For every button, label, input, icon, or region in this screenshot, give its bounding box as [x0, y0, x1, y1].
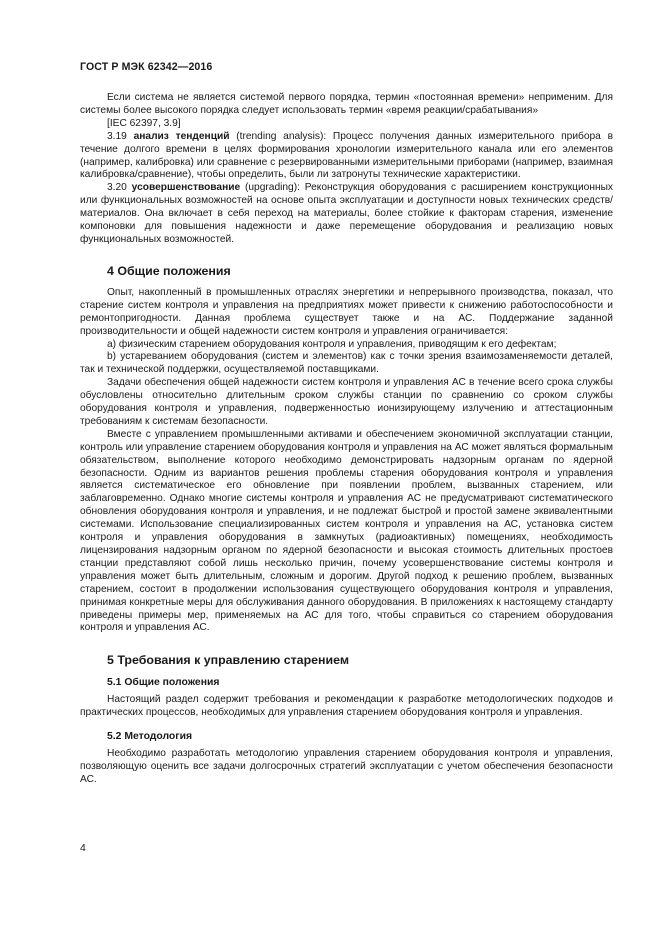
- section-4-paragraph-1: Опыт, накопленный в промышленных отраслях энергетики и непрерывного производства, показал, что старение систем контроля и управления на предприятиях может привести к снижению работоспособности и ремонтопригодности. Данная проблема существует также и на АС. Поддержание заданной производительности и общей надежности систем контроля и управления ограничивается:: [80, 286, 613, 337]
- definition-text: (upgrading): Реконструкция оборудования с расширением конструкционных или функциональных возможностей на основе опыта эксплуатации и доступности новых технических средств/материалов. Она включает в себя переход на материалы, более стойкие к факторам старения, изменение компоновки для повышения надежности и даже перемещение оборудования и реализацию новых функциональных возможностей.: [80, 182, 613, 245]
- list-item-b: b) устареванием оборудования (систем и элементов) как с точки зрения взаимозаменяемости деталей, так и технической поддержки, осуществляемой поставщиками.: [80, 351, 613, 376]
- definition-term: анализ тенденций: [133, 130, 230, 142]
- definition-number: 3.19: [107, 130, 134, 142]
- definition-text: (trending analysis): Процесс получения данных измерительного прибора в течение долгого времени в целях формирования хронологии измерительного канала или его элементов (например, калибровка) или сравнение с резервированными измерительными приборами (например, взаимная калибровка/сравнение), чтобы определить, были ли затронуты технические характеристики.: [80, 130, 613, 181]
- section-4-paragraph-3: Вместе с управлением промышленными активами и обеспечением экономичной эксплуатации станции, контроль или управление старением оборудования контроля и управления на АС может являться формальным обязательством, выполнение которого необходимо демонстрировать надзорным органам по ядерной безопасности. Одним из вариантов решения проблемы старения оборудования контроля и управления является систематическое его обновление при появлении проблем, вызванных старением, или заблаговременно. Однако многие системы контроля и управления АС не предусматривают систематического обновления оборудования контроля и управления, и не подлежат быстрой и простой замене эквивалентными системами. Использование специализированных систем контроля и управления на АС, установка систем контроля и управления оборудования в замкнутых (радиоактивных) помещениях, необходимость лицензирования надзорным органом по ядерной безопасности и высокая стоимость длительных простоев станции представляют собой лишь несколько причин, почему усовершенствование системы контроля и управления может быть длительным, сложным и дорогим. Другой подход к решению проблем, вызванных старением, состоит в продолжении использования существующего оборудования контроля и управления, принимая конкретные меры для обслуживания данного оборудования. В приложениях к настоящему стандарту приведены примеры мер, применяемых на АС для того, чтобы справиться со старением оборудования контроля и управления АС.: [80, 428, 613, 634]
- list-item-a: а) физическим старением оборудования контроля и управления, приводящим к его дефектам;: [107, 338, 557, 350]
- section-4-paragraph-2: Задачи обеспечения общей надежности систем контроля и управления АС в течение всего срока службы обусловлены относительно длительным сроком службы станции по сравнению со сроком службы оборудования контроля и управления, подверженностью ионизирующему излучению и аттестационным требованиям к системам безопасности.: [80, 377, 613, 427]
- definition-term: усовершенствование: [131, 182, 241, 194]
- paragraph-time-constant: Если система не является системой первого порядка, термин «постоянная времени» неприменим. Для системы более высокого порядка следует использовать термин «время реакции/срабатывания»: [80, 92, 613, 116]
- definition-number: 3.20: [107, 182, 132, 194]
- subsection-5-2-text: Необходимо разработать методологию управления старением оборудования контроля и управления, позволяющую оценить все задачи долгосрочных стратегий эксплуатации с учетом обеспечения безопасности АС.: [80, 748, 613, 785]
- running-header: ГОСТ Р МЭК 62342—2016: [80, 61, 213, 73]
- subsection-5-2-heading: 5.2 Методология: [107, 731, 193, 743]
- section-4-heading: 4 Общие положения: [107, 263, 231, 278]
- page-content: [80, 92, 613, 787]
- definition-3-19: [80, 131, 613, 183]
- section-5-heading: 5 Требования к управлению старением: [107, 653, 350, 668]
- reference-iec: [IEC 62397, 3.9]: [107, 117, 181, 129]
- definition-3-20: [80, 182, 613, 247]
- subsection-5-1-text: Настоящий раздел содержит требования и рекомендации к разработке методологических подходов и практических процессов, необходимых для управления старением оборудования контроля и управления.: [80, 694, 613, 719]
- subsection-5-1-heading: 5.1 Общие положения: [107, 677, 220, 689]
- page-number: 4: [80, 843, 86, 854]
